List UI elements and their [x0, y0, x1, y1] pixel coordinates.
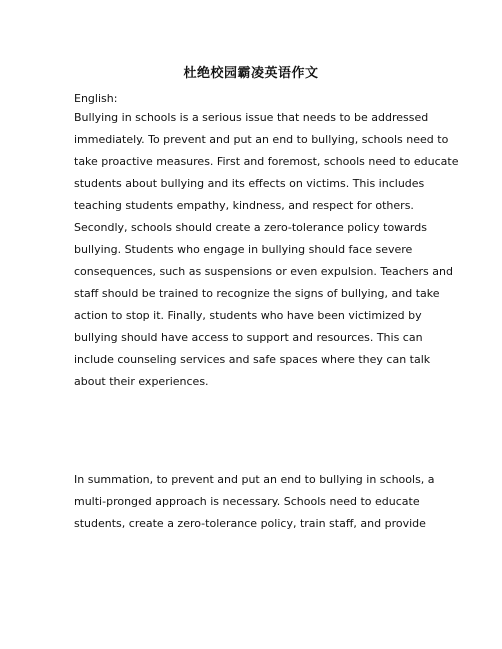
paragraph-2 [74, 469, 435, 535]
text-line: consequences, such as suspensions or even expulsion. Teachers and [74, 265, 453, 278]
text-line: about their experiences. [74, 375, 209, 388]
paragraph-1 [74, 107, 459, 393]
text-line: Bullying in schools is a serious issue that needs to be addressed [74, 111, 429, 124]
text-line: Secondly, schools should create a zero-tolerance policy towards [74, 221, 427, 234]
text-line: bullying. Students who engage in bullying should face severe [74, 243, 413, 256]
text-line: In summation, to prevent and put an end to bullying in schools, a [74, 473, 435, 486]
text-line: bullying should have access to support and resources. This can [74, 331, 423, 344]
text-line: immediately. To prevent and put an end to bullying, schools need to [74, 133, 449, 146]
text-line: take proactive measures. First and foremost, schools need to educate [74, 155, 459, 168]
text-line: staff should be trained to recognize the signs of bullying, and take [74, 287, 440, 300]
section-label: English: [74, 92, 118, 105]
text-line: action to stop it. Finally, students who have been victimized by [74, 309, 422, 322]
text-line: teaching students empathy, kindness, and respect for others. [74, 199, 414, 212]
text-line: include counseling services and safe spaces where they can talk [74, 353, 431, 366]
text-line: students about bullying and its effects on victims. This includes [74, 177, 425, 190]
document-title: 杜绝校园霸凌英语作文 [183, 66, 319, 81]
text-line: students, create a zero-tolerance policy, train staff, and provide [74, 517, 426, 530]
text-line: multi-pronged approach is necessary. Schools need to educate [74, 495, 420, 508]
